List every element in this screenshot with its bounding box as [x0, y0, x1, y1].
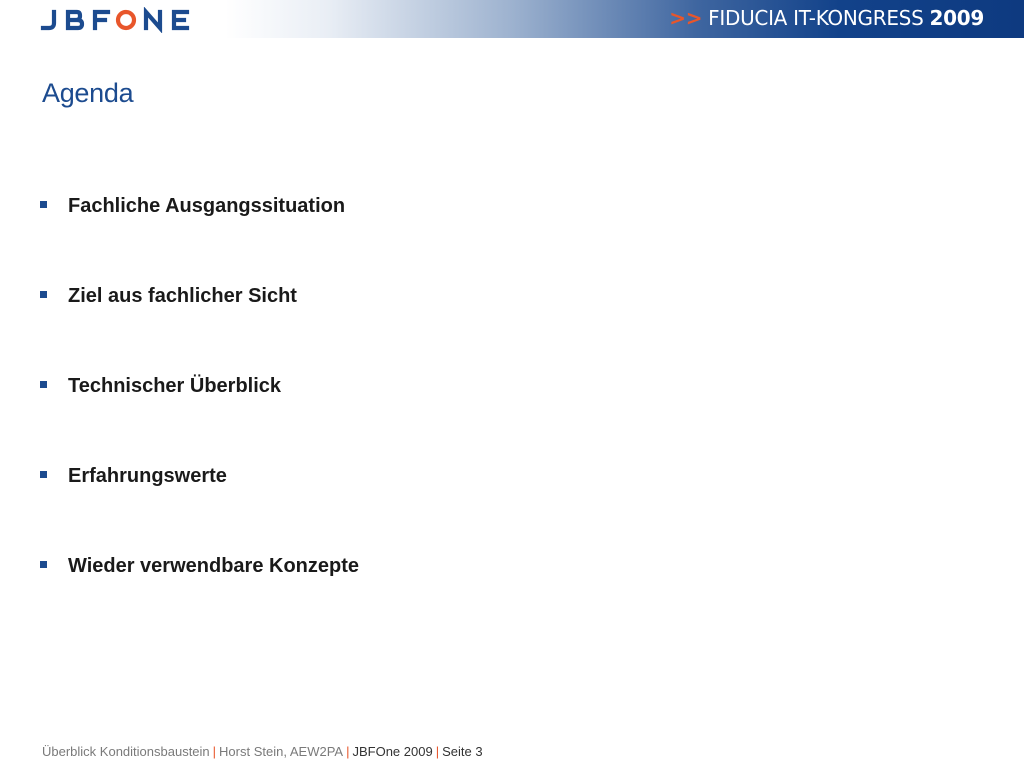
- square-bullet-icon: [40, 381, 47, 388]
- square-bullet-icon: [40, 471, 47, 478]
- congress-arrows: >>: [669, 6, 703, 30]
- page-title: Agenda: [42, 78, 134, 108]
- square-bullet-icon: [40, 291, 47, 298]
- agenda-item: [40, 462, 359, 552]
- agenda-item: [40, 192, 359, 282]
- agenda-item-label: Fachliche Ausgangssituation: [68, 195, 346, 217]
- jbfone-logo: [40, 7, 206, 33]
- agenda-item-label: Erfahrungswerte: [68, 465, 227, 487]
- footer-separator: |: [346, 744, 350, 759]
- congress-label: FIDUCIA IT-KONGRESS: [708, 6, 924, 30]
- jbfone-logo-mark: [40, 7, 206, 33]
- agenda-item: [40, 552, 359, 642]
- square-bullet-icon: [40, 201, 47, 208]
- square-bullet-icon: [40, 561, 47, 568]
- agenda-item-label: Technischer Überblick: [68, 375, 282, 397]
- congress-title: [669, 6, 984, 30]
- footer: [42, 744, 483, 759]
- agenda-item-label: Ziel aus fachlicher Sicht: [68, 285, 297, 307]
- footer-event: JBFOne 2009: [352, 744, 433, 759]
- agenda-item: [40, 282, 359, 372]
- footer-author: Horst Stein, AEW2PA: [219, 744, 344, 759]
- agenda-item-label: Wieder verwendbare Konzepte: [68, 555, 360, 577]
- agenda-item: [40, 372, 359, 462]
- footer-separator: |: [212, 744, 217, 759]
- congress-year: 2009: [929, 6, 984, 30]
- footer-topic: Überblick Konditionsbaustein: [42, 744, 210, 759]
- footer-page-number: Seite 3: [442, 744, 483, 759]
- footer-separator: |: [435, 744, 440, 759]
- agenda-list: [40, 192, 359, 642]
